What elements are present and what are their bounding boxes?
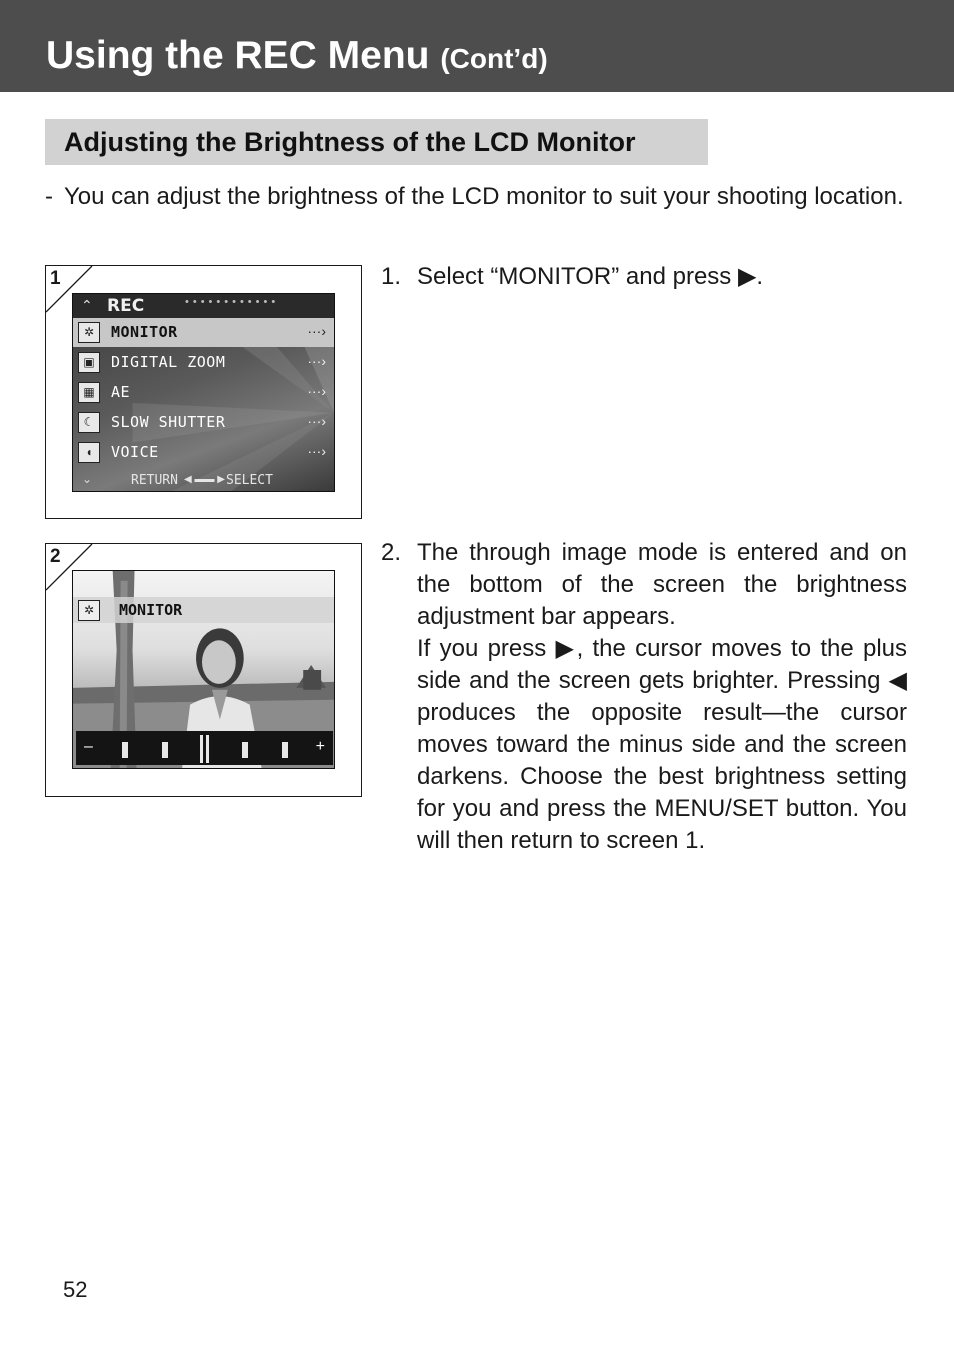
step-number: 1.: [381, 263, 402, 290]
plus-sign: +: [315, 738, 325, 755]
section-heading: Adjusting the Brightness of the LCD Monitor: [64, 127, 636, 157]
page-title-suffix: (Cont’d): [440, 43, 548, 74]
menu-item-slow-shutter[interactable]: [73, 408, 334, 437]
voice-icon: ◖: [78, 442, 100, 463]
rec-menu-title: REC: [107, 296, 145, 316]
menu-item-digital-zoom[interactable]: [73, 348, 334, 377]
monitor-menu-bar: [73, 597, 334, 623]
page-number: 52: [63, 1277, 88, 1302]
submenu-arrow-icon: ···›: [307, 323, 326, 339]
intro-bullet: -: [45, 183, 53, 210]
header-dots-decoration: ••••••••••••: [185, 296, 280, 308]
menu-item-label: DIGITAL ZOOM: [111, 353, 226, 371]
figure-1: [45, 265, 362, 519]
digital-zoom-icon: ▣: [78, 352, 100, 373]
step-number: 2.: [381, 539, 402, 566]
ae-icon: ▦: [78, 382, 100, 403]
through-image-screen: [72, 570, 335, 769]
figure-2: [45, 543, 362, 797]
submenu-arrow-icon: ···›: [307, 443, 326, 459]
submenu-arrow-icon: ···›: [307, 353, 326, 369]
step-text: If you press ▶, the cursor moves to the plus side and the screen gets brighter. Pressing ◀ produces the opposite result—the cursor moves toward the minus side and the screen darkens. Choose the best brightness setting for you and press the MENU/SET button. You will then return to screen 1.: [417, 635, 907, 854]
submenu-arrow-icon: ···›: [307, 383, 326, 399]
scroll-down-icon: ⌄: [82, 472, 93, 486]
brightness-tick: [282, 742, 288, 758]
menu-item-label: MONITOR: [111, 323, 178, 341]
monitor-brightness-icon: ✲: [78, 600, 100, 621]
figure-number: 2: [50, 546, 61, 567]
monitor-label: MONITOR: [119, 601, 183, 619]
intro-paragraph: [45, 181, 907, 213]
brightness-tick: [122, 742, 128, 758]
menu-item-label: AE: [111, 383, 131, 401]
step-2: [381, 537, 907, 857]
slow-shutter-icon: ☾: [78, 412, 100, 433]
rec-menu-header: [73, 294, 334, 318]
select-label: SELECT: [226, 473, 273, 488]
step-text: The through image mode is entered and on the bottom of the screen the brightness adjustment bar appears.: [417, 539, 907, 630]
page-title: [46, 33, 548, 82]
menu-item-voice[interactable]: [73, 438, 334, 467]
monitor-brightness-icon: ✲: [78, 322, 100, 343]
intro-text: You can adjust the brightness of the LCD monitor to suit your shooting location.: [64, 183, 904, 210]
minus-sign: –: [84, 738, 93, 755]
page-title-main: Using the REC Menu: [46, 34, 430, 77]
figure-number: 1: [50, 268, 61, 289]
brightness-adjustment-bar[interactable]: [76, 731, 333, 765]
return-label: RETURN: [131, 473, 178, 488]
step-1: [381, 261, 763, 293]
brightness-tick: [162, 742, 168, 758]
left-right-arrows-icon: ◀ ▬▬ ▶: [184, 474, 225, 485]
rec-menu-footer: [73, 471, 334, 491]
brightness-tick: [242, 742, 248, 758]
submenu-arrow-icon: ···›: [307, 413, 326, 429]
menu-item-label: SLOW SHUTTER: [111, 413, 226, 431]
rec-menu-screen: [72, 293, 335, 492]
menu-item-monitor[interactable]: [73, 318, 334, 347]
brightness-cursor[interactable]: [200, 735, 209, 763]
step-body: [417, 537, 907, 857]
step-text: Select “MONITOR” and press ▶.: [417, 263, 764, 290]
menu-item-ae[interactable]: [73, 378, 334, 407]
scroll-up-icon: ⌃: [81, 297, 93, 313]
menu-item-label: VOICE: [111, 443, 159, 461]
